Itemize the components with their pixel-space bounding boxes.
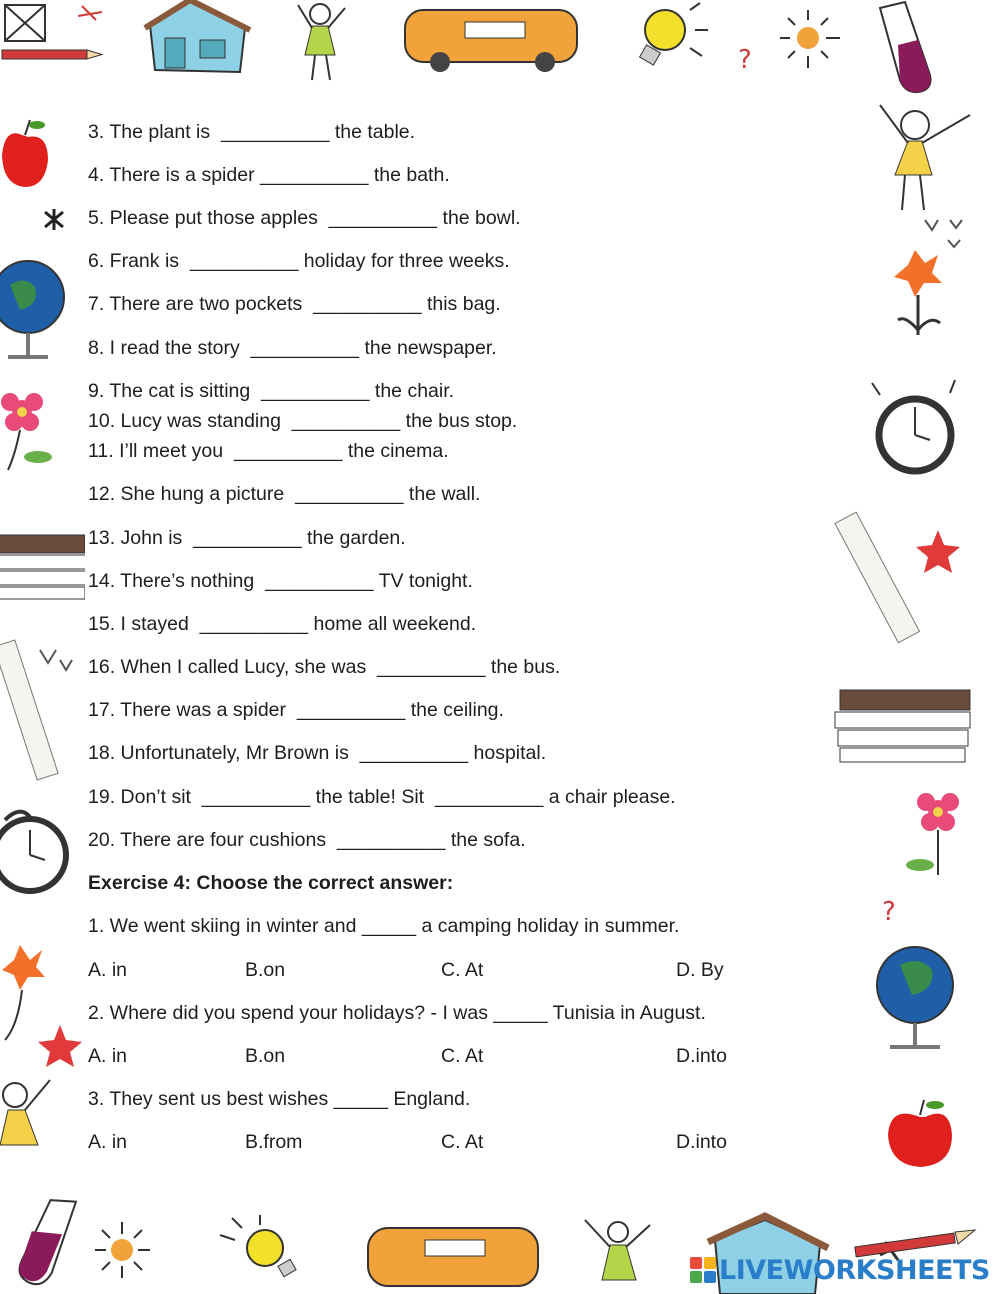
option-c[interactable]: C. At — [441, 1045, 484, 1067]
flower-icon — [2, 945, 45, 1040]
girl-icon — [298, 4, 345, 80]
option-a[interactable]: A. in — [88, 1045, 128, 1067]
question-line: 13. John is __________ the garden. — [88, 527, 406, 549]
question-line: 3. The plant is __________ the table. — [88, 121, 416, 143]
birds-icon — [40, 650, 72, 670]
top-border-decoration — [0, 0, 1000, 95]
logo-text: LIVEWORKSHEETS — [719, 1254, 990, 1286]
sun-icon — [780, 10, 840, 68]
globe-icon — [0, 261, 64, 357]
star-icon — [916, 530, 960, 573]
left-border-decoration — [0, 115, 85, 1185]
pencil-icon — [2, 50, 102, 59]
books-icon — [835, 690, 970, 762]
alarm-clock-icon — [872, 380, 955, 471]
question-line: 5. Please put those apples __________ the bowl. — [88, 207, 521, 229]
girl-icon — [0, 1080, 50, 1145]
question-text: 3. They sent us best wishes _____ England. — [88, 1088, 471, 1110]
question-line: 4. There is a spider __________ the bath. — [88, 164, 450, 186]
option-d[interactable]: D. By — [676, 959, 724, 981]
test-tube-icon — [16, 1192, 76, 1289]
option-a[interactable]: A. in — [88, 959, 128, 981]
question-text: 2. Where did you spend your holidays? - I was _____ Tunisia in August. — [88, 1002, 706, 1024]
sun-icon — [95, 1222, 150, 1278]
question-line: 11. I’ll meet you __________ the cinema. — [88, 440, 449, 462]
question-line: 9. The cat is sitting __________ the chair. — [88, 380, 455, 402]
alarm-clock-icon — [0, 812, 66, 891]
liveworksheets-logo — [690, 1254, 990, 1286]
option-b[interactable]: B.on — [245, 1045, 286, 1067]
option-b[interactable]: B.on — [245, 959, 286, 981]
option-d[interactable]: D.into — [676, 1131, 727, 1153]
right-border-decoration — [820, 95, 1000, 1195]
house-icon — [145, 0, 250, 72]
option-b[interactable]: B.from — [245, 1131, 303, 1153]
question-line: 12. She hung a picture __________ the wall. — [88, 483, 481, 505]
question-line: 14. There’s nothing __________ TV tonight. — [88, 570, 473, 592]
question-line: 7. There are two pockets __________ this bag. — [88, 293, 501, 315]
girl-icon — [880, 105, 970, 210]
question-mark-icon: ? — [882, 897, 896, 927]
flower-icon — [906, 793, 959, 875]
lightbulb-icon — [220, 1215, 296, 1277]
question-line: 15. I stayed __________ home all weekend. — [88, 613, 477, 635]
option-d[interactable]: D.into — [676, 1045, 727, 1067]
option-c[interactable]: C. At — [441, 959, 484, 981]
lightbulb-icon — [640, 3, 708, 65]
question-text: 1. We went skiing in winter and _____ a camping holiday in summer. — [88, 915, 680, 937]
question-line: 8. I read the story __________ the newspaper. — [88, 337, 497, 359]
question-mark-icon: ? — [738, 45, 752, 75]
ruler-icon — [835, 512, 920, 642]
pencil-icon — [855, 1230, 975, 1257]
option-c[interactable]: C. At — [441, 1131, 484, 1153]
option-a[interactable]: A. in — [88, 1131, 128, 1153]
apple-icon — [2, 120, 48, 187]
books-icon — [0, 535, 85, 599]
scribble-icon — [78, 6, 102, 20]
exercise-heading: Exercise 4: Choose the correct answer: — [88, 872, 454, 894]
envelope-icon — [5, 5, 45, 41]
question-line: 10. Lucy was standing __________ the bus stop. — [88, 410, 518, 432]
apple-icon — [888, 1100, 952, 1167]
globe-icon — [877, 947, 953, 1047]
question-line: 19. Don’t sit __________ the table! Sit __________ a chair please. — [88, 786, 676, 808]
question-line: 18. Unfortunately, Mr Brown is __________ hospital. — [88, 742, 547, 764]
bus-icon — [368, 1228, 538, 1286]
question-line: 17. There was a spider __________ the ceiling. — [88, 699, 504, 721]
birds-icon — [925, 220, 962, 247]
flower-icon — [1, 393, 52, 470]
test-tube-icon — [880, 2, 931, 92]
question-line: 20. There are four cushions __________ the sofa. — [88, 829, 526, 851]
star-icon — [38, 1025, 82, 1067]
girl-icon — [585, 1220, 650, 1280]
asterisk-icon — [45, 209, 63, 230]
question-line: 16. When I called Lucy, she was __________ the bus. — [88, 656, 561, 678]
question-line: 6. Frank is __________ holiday for three weeks. — [88, 250, 510, 272]
flower-icon — [894, 250, 942, 335]
bus-icon — [405, 10, 577, 72]
logo-mark-icon — [690, 1257, 716, 1283]
